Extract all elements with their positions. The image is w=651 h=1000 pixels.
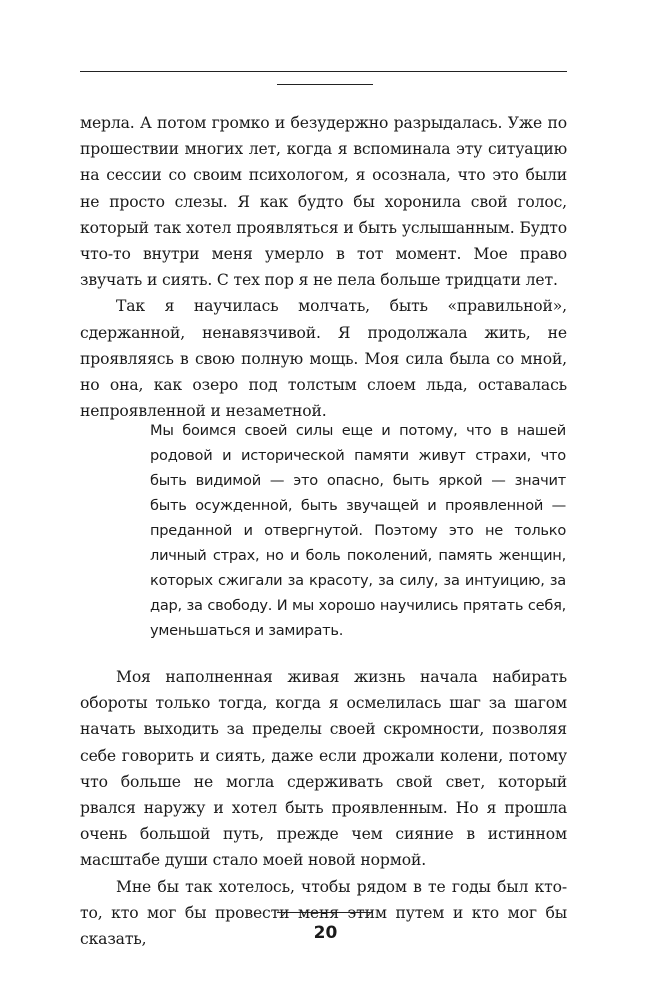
body-text-bottom [80, 664, 567, 952]
paragraph: Моя наполненная живая жизнь начала набирать обороты только тогда, когда я осмелилась шаг за шагом начать выходить за пределы своей скромности, позволяя себе говорить и сиять, даже если дрожали колени, потому что больше не могла сдерживать свой свет, который рвался наружу и хотел быть проявленным. Но я прошла очень большой путь, прежде чем сияние в истинном масштабе души стало моей новой нормой. [80, 668, 567, 870]
page-number: 20 [313, 923, 338, 943]
header-rule-short [277, 84, 373, 85]
paragraph: Мне бы так хотелось, чтобы рядом в те годы был кто-то, кто мог бы провести меня этим путем и кто мог бы сказать, [80, 877, 567, 949]
paragraph: мерла. А потом громко и безудержно разрыдалась. Уже по прошествии многих лет, когда я вспоминала эту ситуацию на сессии со своим психологом, я осознала, что это были не просто слезы. Я как будто бы хоронила свой голос, который так хотел проявляться и быть услышанным. Будто что-то внутри меня умерло в тот момент. Мое право звучать и сиять. С тех пор я не пела больше тридцати лет. [80, 114, 567, 290]
footer-rule [277, 912, 373, 913]
paragraph: Так я научилась молчать, быть «правильной», сдержанной, ненавязчивой. Я продолжала жить, не проявляясь в свою полную мощь. Моя сила была со мной, но она, как озеро под толстым слоем льда, оставалась непроявленной и незаметной. [80, 297, 567, 421]
pull-quote: Мы боимся своей силы еще и потому, что в нашей родовой и исторической памяти живут страхи, что быть видимой — это опасно, быть яркой — значит быть осужденной, быть звучащей и проявленной — преданной и отвергнутой. Поэтому это не только личный страх, но и боль поколений, память женщин, которых сжигали за красоту, за силу, за интуицию, за дар, за свободу. И мы хорошо научились прятать себя, уменьшаться и замирать. [150, 422, 566, 639]
body-text-top [80, 110, 567, 424]
header-rule-long [80, 71, 567, 72]
